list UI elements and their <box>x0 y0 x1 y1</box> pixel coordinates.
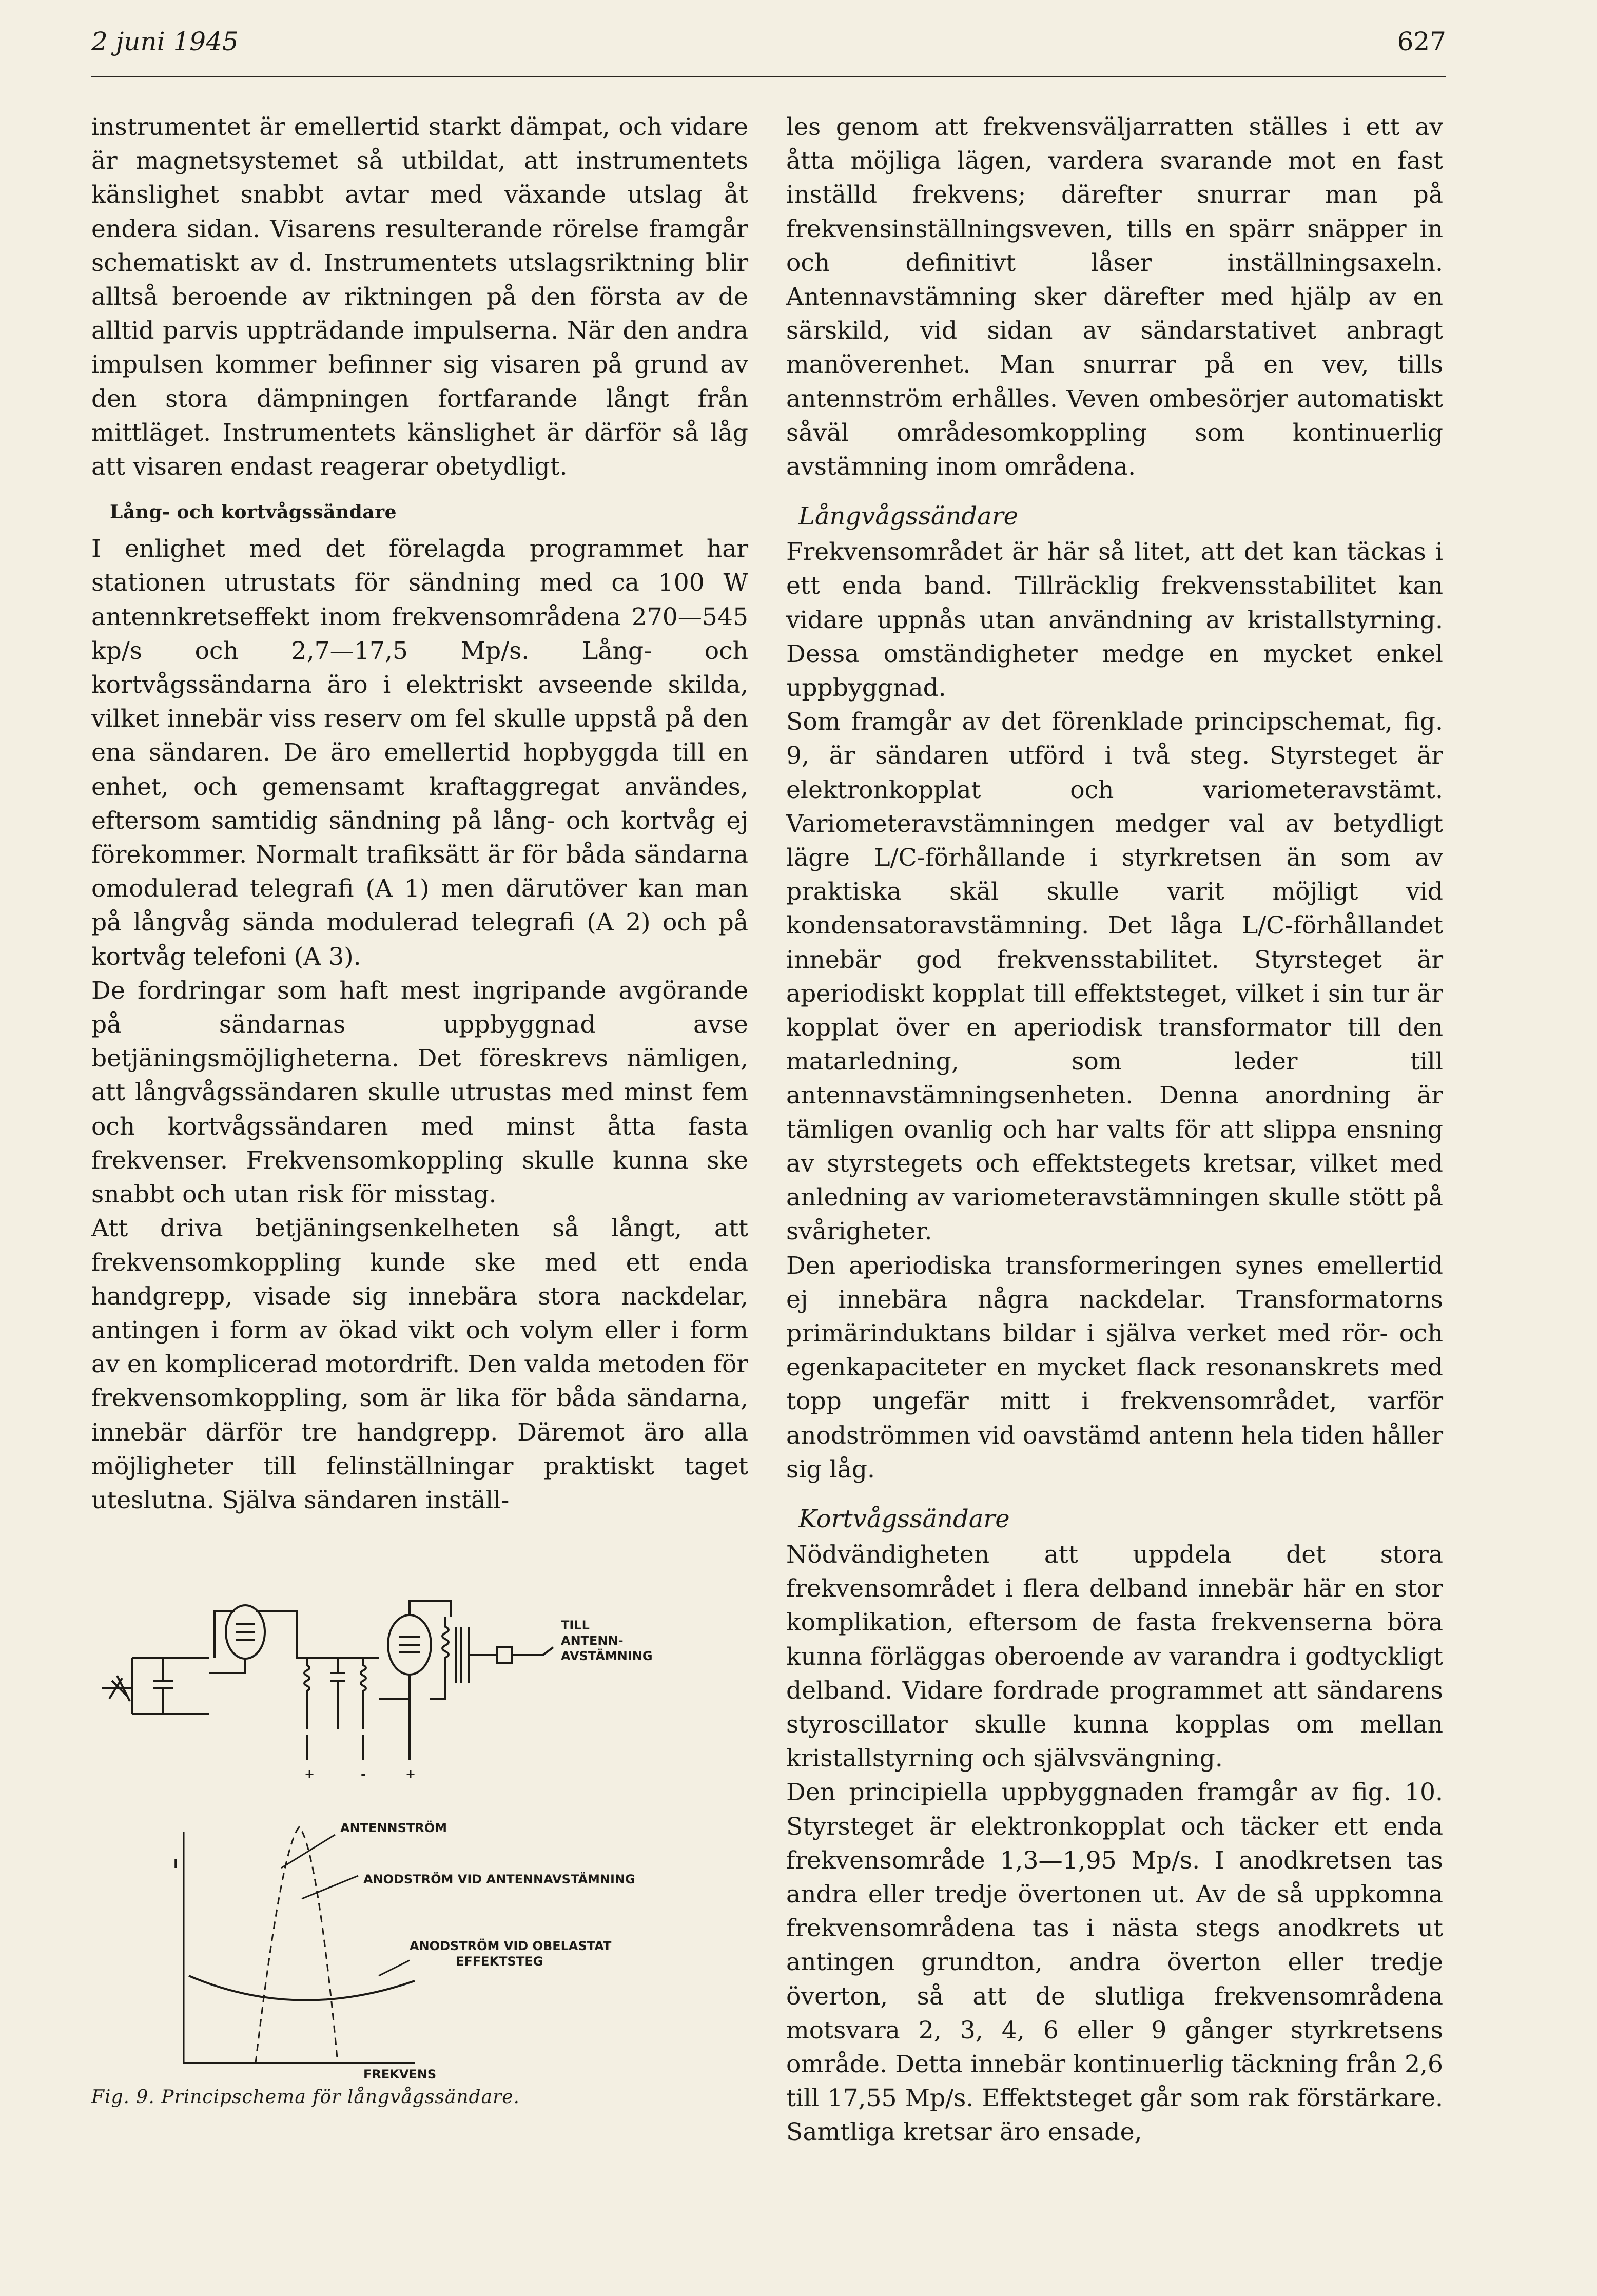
paragraph: Den principiella uppbyggnaden framgår av fig. 10. Styrsteget är elektronkopplat och täcker ett enda frekvensområde 1,3—1,95 Mp/s. I anodkretsen tas andra eller tredje övertonen ut. Av de så uppkomna frekvensområdena tas i nästa stegs anodkrets ut antingen grundton, andra överton eller tredje överton, så att de slutliga frekvensområdena motsvara 2, 3, 4, 6 eller 9 gånger styrkretsens område. Detta innebär kontinuerlig täckning från 2,6 till 17,55 Mp/s. Effektsteget går som rak förstärkare. Samtliga kretsar äro ensade, <box>786 1778 1443 2147</box>
issue-date: 2 juni 1945 <box>91 27 239 56</box>
section-heading: Kortvågssändare <box>798 1504 1010 1533</box>
label-avstamning: AVSTÄMNING <box>561 1649 653 1663</box>
paragraph: instrumentet är emellertid starkt dämpat, och vidare är magnetsystemet så utbildat, att instrumentets känslighet snabbt avtar med växande utslag åt endera sidan. Visarens resulterande rörelse framgår schematiskt av d. Instrumentets utslagsriktning blir alltså beroende av riktningen på den första av de alltid parvis uppträdande impulserna. När den andra impulsen kommer befinner sig visaren på grund av den stora dämpningen fortfarande långt från mittläget. Instrumentets känslighet är därför så låg att visaren endast reagerar obetydligt. <box>91 113 748 481</box>
figure-9 <box>91 1581 748 2119</box>
sign-minus: - <box>361 1767 366 1781</box>
label-effektsteg: EFFEKTSTEG <box>456 1954 543 1969</box>
label-anodstrom-avstamning: ANODSTRÖM VID ANTENNAVSTÄMNING <box>363 1872 635 1886</box>
transformer-symbol <box>430 1617 449 1699</box>
graph-axes <box>184 1832 415 2063</box>
page-number: 627 <box>1397 27 1446 56</box>
left-column <box>91 110 748 1517</box>
label-antennstrom: ANTENNSTRÖM <box>340 1821 447 1835</box>
circuit-schematic <box>102 1601 553 1760</box>
paragraph: I enlighet med det förelagda programmet har stationen utrustats för sändning med ca 100 W antennkretseffekt inom frekvensområdena 270—545 kp/s och 2,7—17,5 Mp/s. Lång- och kortvågssändarna äro i elektriskt avseende skilda, vilket innebär viss reserv om fel skulle uppstå på den ena sändaren. De äro emellertid hopbyggda till en enhet, och gemensamt kraftaggregat användes, eftersom samtidig sändning på lång- och kortvåg ej förekommer. Normalt trafiksätt är för båda sändarna omodulerad telegrafi (A 1) men därutöver kan man på långvåg sända modulerad telegrafi (A 2) och på kortvåg telefoni (A 3). <box>91 535 748 971</box>
graph <box>184 1827 415 2063</box>
leader-line <box>379 1960 410 1976</box>
capacitor-symbol <box>153 1658 173 1714</box>
graph-y-label: I <box>173 1857 178 1871</box>
label-till: TILL <box>561 1618 590 1632</box>
figure-caption: Fig. 9. Principschema för långvågssändare. <box>91 2087 520 2108</box>
label-frekvens: FREKVENS <box>363 2067 437 2081</box>
inductor-symbol <box>304 1658 309 1729</box>
circuit-and-graph <box>91 1581 748 2094</box>
leader-line <box>302 1876 358 1899</box>
paragraph: Den aperiodiska transformeringen synes emellertid ej innebära några nackdelar. Transformatorns primärinduktans bildar i själva verket med rör- och egenkapaciteter en mycket flack resonanskrets med topp ungefär mitt i frekvensområdet, varför anodströmmen vid oavstämd antenn hela tiden håller sig låg. <box>786 1251 1444 1484</box>
label-antenn: ANTENN- <box>561 1633 624 1648</box>
label-anodstrom-obelastat: ANODSTRÖM VID OBELASTAT <box>410 1939 612 1953</box>
inductor-symbol <box>361 1658 366 1729</box>
sign-plus: + <box>405 1767 416 1781</box>
paragraph: Att driva betjäningsenkelheten så långt, att frekvensomkoppling kunde ske med ett enda handgrepp, visade sig innebära stora nackdelar, antingen i form av ökad vikt och volym eller i form av en komplicerad motordrift. Den valda metoden för frekvensomkoppling, som är lika för båda sändarna, innebär därför tre handgrepp. Däremot äro alla möjligheter till felinställningar praktiskt taget uteslutna. Själva sändaren inställ- <box>91 1214 748 1514</box>
paragraph: Nödvändigheten att uppdela det stora frekvensområdet i flera delband innebär här en stor komplikation, eftersom de fasta frekvenserna böra kunna förläggas oberoende av varandra i godtyckligt delband. Vidare fordrade programmet att sändarens styroscillator skulle kunna kopplas om mellan kristallstyrning och självsvängning. <box>786 1540 1443 1773</box>
variometer-symbol <box>102 1676 132 1701</box>
curve-anodstrom-avstamning <box>256 1827 338 2063</box>
curve-anodstrom-obelastat <box>189 1976 415 2000</box>
sign-plus: + <box>304 1767 315 1781</box>
paragraph: De fordringar som haft mest ingripande avgörande på sändarnas uppbyggnad avse betjäningsmöjligheterna. Det föreskrevs nämligen, att långvågssändaren skulle utrustas med minst fem och kortvågssändaren med minst åtta fasta frekvenser. Frekvensomkoppling skulle kunna ske snabbt och utan risk för misstag. <box>91 976 748 1209</box>
paragraph: Som framgår av det förenklade principschemat, fig. 9, är sändaren utförd i två steg. Styrsteget är elektronkopplat och variometeravstämt. Variometeravstämningen medger val av betydligt lägre L/C-förhållande i styrkretsen än som av praktiska skäl skulle varit möjligt vid kondensatoravstämning. Det låga L/C-förhållandet innebär god frekvensstabilitet. Styrsteget är aperiodiskt kopplat till effektsteget, vilket i sin tur är kopplat över en aperiodisk transformator till den matarledning, som leder till antennavstämningsenheten. Denna anordning är tämligen ovanlig och har valts för att slippa ensning av styrstegets och effektstegets kretsar, vilket med anledning av variometeravstämningen skulle stött på svårigheter. <box>786 708 1443 1246</box>
page-header <box>91 27 1446 57</box>
section-heading: Långvågssändare <box>798 502 1019 531</box>
section-heading: Lång- och kortvågssändare <box>110 501 397 523</box>
header-rule <box>91 76 1446 77</box>
paragraph: les genom att frekvensväljarratten ställes i ett av åtta möjliga lägen, vardera svarande mot en fast inställd frekvens; därefter snurrar man på frekvensinställningsveven, tills en spärr snäpper in och definitivt låser inställningsaxeln. Antennavstämning sker därefter med hjälp av en särskild, vid sidan av sändarstativet anbragt manöverenhet. Man snurrar på en vev, tills antennström erhålles. Veven ombesörjer automatiskt såväl områdesomkoppling som kontinuerlig avstämning inom områdena. <box>786 113 1443 481</box>
right-column <box>786 110 1443 2150</box>
paragraph: Frekvensområdet är här så litet, att det kan täckas i ett enda band. Tillräcklig frekvensstabilitet kan vidare uppnås utan användning av kristallstyrning. Dessa omständigheter medge en mycket enkel uppbyggnad. <box>786 538 1443 703</box>
